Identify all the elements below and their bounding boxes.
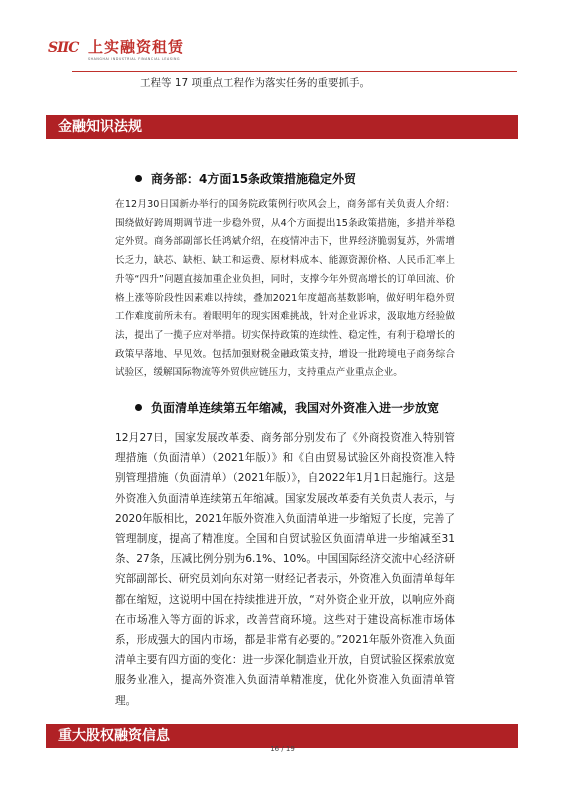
article-heading-negative-list: 负面清单连续第五年缩减，我国对外资准入进一步放宽 [151, 401, 440, 415]
article-paragraph: 在12月30日国新办举行的国务院政策例行吹风会上，商务部有关负责人介绍：围绕做好跨周期调节进一步稳外贸，从4个方面提出15条政策措施，多措并举稳定外贸。商务部副部长任鸿斌介绍，在疫情冲击下，世界经济脆弱复苏，外需增长乏力，缺芯、缺柜、缺工和运费、原材料成本、能源资源价格、人民币汇率上升等“四升”问题直接加重企业负担，同时，支撑今年外贸高增长的订单回流、价格上涨等阶段性因素难以持续，叠加2021年度超高基数影响，做好明年稳外贸工作难度前所未有。着眼明年的现实困难挑战，针对企业诉求，汲取地方经验做法，提出了一揽子应对举措。切实保持政策的连续性、稳定性，有利于稳增长的政策早落地、早见效。包括加强财税金融政策支持，增设一批跨境电子商务综合试验区，缓解国际物流等外贸供应链压力，支持重点产业重点企业。 [115, 199, 455, 379]
company-name-cn: 上实融资租赁 [88, 38, 185, 56]
article-paragraph: 12月27日，国家发展改革委、商务部分别发布了《外商投资准入特别管理措施（负面清单）（2021年版）》和《自由贸易试验区外商投资准入特别管理措施（负面清单）（2021年版）》，自2022年1月1日起施行。这是外资准入负面清单连续第五年缩减。国家发展改革委有关负责人表示，与2020年版相比，2021年版外资准入负面清单进一步缩短了长度，完善了管理制度，提高了精准度。全国和自贸试验区负面清单进一步缩减至31条、27条，压减比例分别为6.1%、10%。中国国际经济交流中心经济研究部副部长、研究员刘向东对第一财经记者表示，外资准入负面清单每年都在缩短，这说明中国在持续推进开放，“对外资企业开放，以响应外商在市场准入等方面的诉求，改善营商环境。这些对于建设高标准市场体系，形成强大的国内市场，都是非常有必要的。”2021年版外资准入负面清单主要有四方面的变化：进一步深化制造业开放，自贸试验区探索放宽服务业准入，提高外资准入负面清单精准度，优化外资准入负面清单管理。 [115, 432, 455, 707]
bullet-icon [135, 404, 142, 411]
page-number: 16 / 19 [270, 745, 295, 753]
bullet-icon [135, 175, 142, 182]
page-header [0, 0, 565, 72]
article-heading-mofcom: 商务部：4方面15条政策措施稳定外贸 [151, 172, 357, 186]
article-body-mofcom [115, 196, 455, 383]
section-title-equity-financing: 重大股权融资信息 [46, 724, 518, 748]
section-title-financial-regulations: 金融知识法规 [46, 115, 518, 139]
intro-continuation-text: 工程等 17 项重点工程作为落实任务的重要抓手。 [140, 77, 371, 89]
company-name-en: SHANGHAI INDUSTRIAL FINANCIAL LEASING [88, 57, 181, 61]
company-logo: SIIC [48, 40, 79, 56]
article-body-negative-list [115, 428, 455, 711]
header-divider [72, 71, 517, 72]
